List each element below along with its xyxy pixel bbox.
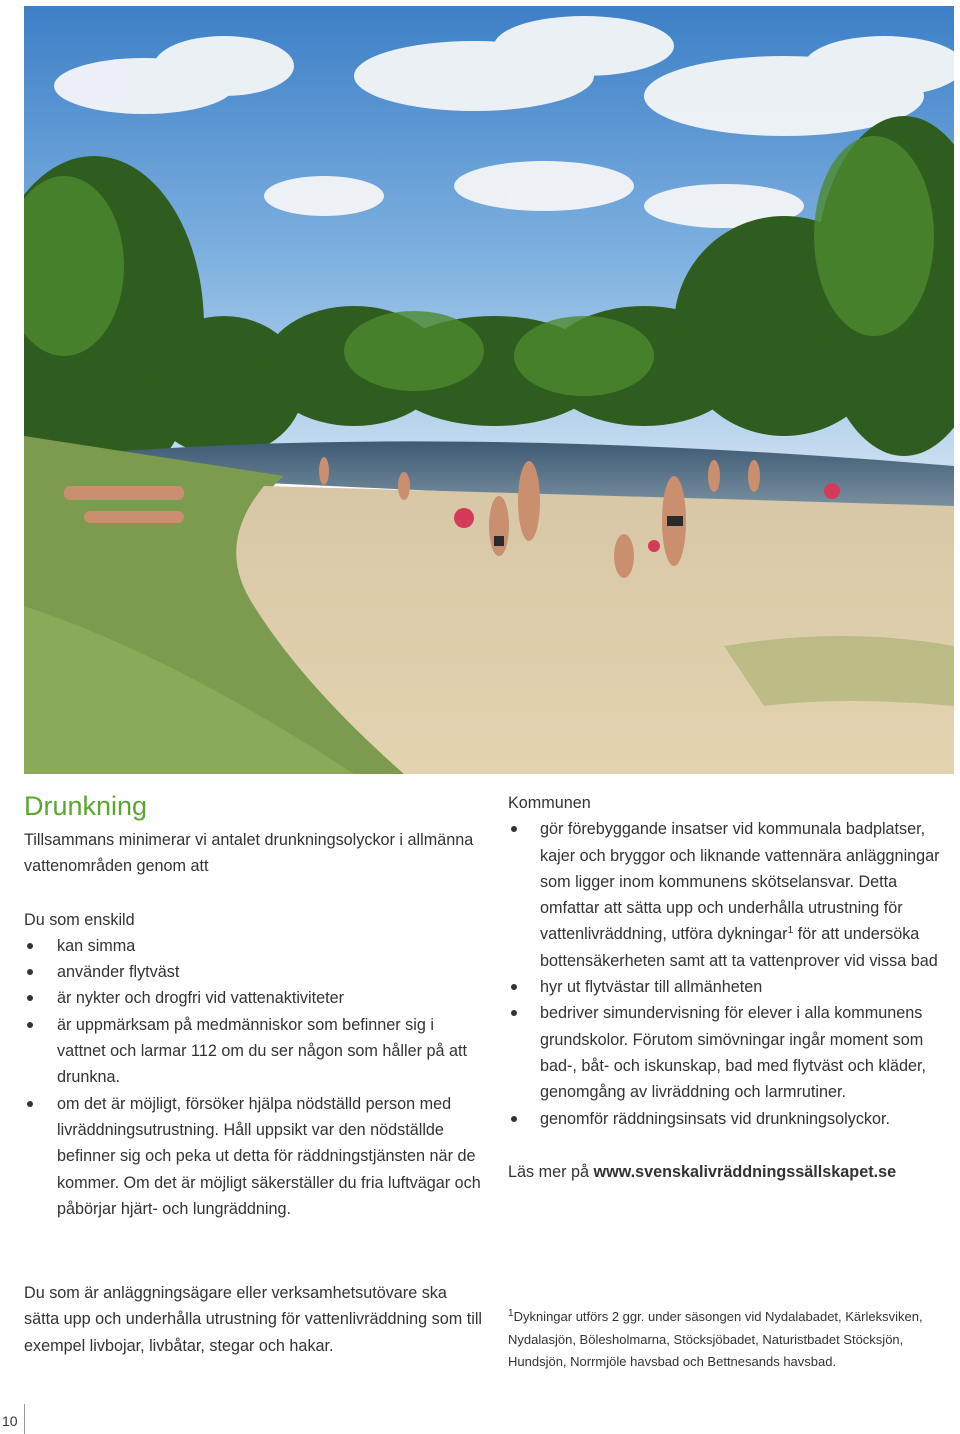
- beach-photo: [24, 6, 954, 774]
- individual-list: [24, 933, 484, 1222]
- owner-text: Du som är anläggningsägare eller verksamhetsutövare ska sätta upp och underhålla utrustning för vattenlivräddning som till exempel livbojar, livbåtar, stegar och hakar.: [24, 1284, 483, 1355]
- municipality-lead: Kommunen: [508, 794, 591, 812]
- footnote: [508, 1306, 954, 1374]
- page-number: 10: [2, 1413, 18, 1429]
- footnote-mark: 1: [508, 1308, 514, 1319]
- item-text: för att undersöka bottensäkerheten samt att ta vattenprover vid vissa bad: [540, 925, 938, 970]
- read-more-prefix: Läs mer på: [508, 1162, 594, 1181]
- left-column: [24, 788, 484, 1222]
- individual-lead: Du som enskild: [24, 910, 135, 929]
- right-column: [508, 790, 954, 1185]
- footnote-ref: 1: [787, 924, 794, 937]
- item-text: gör förebyggande insatser vid kommunala badplatser, kajer och bryggor och liknande vattennära anläggningar som ligger inom kommunens skötselansvar. Detta omfattar att sätta upp och underhålla utrustning för vattenlivräddning, utföra dykningar: [540, 820, 940, 944]
- municipality-list: [508, 816, 954, 1132]
- list-item: är nykter och drogfri vid vattenaktiviteter: [24, 985, 484, 1011]
- list-item: genomför räddningsinsats vid drunkningsolyckor.: [508, 1106, 954, 1132]
- page-rule: [24, 1404, 25, 1434]
- read-more-link[interactable]: www.svenskalivräddningssällskapet.se: [593, 1162, 897, 1181]
- list-item: bedriver simundervisning för elever i alla kommunens grundskolor. Förutom simövningar ingår moment som bad-, båt- och iskunskap, bad med flytväst och kläder, genomgång av livräddning och larmrutiner.: [508, 1000, 954, 1105]
- list-item: kan simma: [24, 933, 484, 959]
- page-heading: Drunkning: [24, 791, 148, 821]
- footnote-text: Dykningar utförs 2 ggr. under säsongen vid Nydalabadet, Kärleksviken, Nydalasjön, Bölesholmarna, Stöcksjöbadet, Naturistbadet Stöcksjön, Hundsjön, Norrmjöle havsbad och Bettnesands havsbad.: [508, 1309, 923, 1369]
- list-item: använder flytväst: [24, 959, 484, 985]
- read-more: [508, 1159, 954, 1185]
- list-item: hyr ut flytvästar till allmänheten: [508, 974, 954, 1000]
- intro-text: Tillsammans minimerar vi antalet drunkningsolyckor i allmänna vattenområden genom att: [24, 831, 474, 876]
- list-item: är uppmärksam på medmänniskor som befinner sig i vattnet och larmar 112 om du ser någon som håller på att drunkna.: [24, 1012, 484, 1091]
- list-item: om det är möjligt, försöker hjälpa nödställd person med livräddningsutrustning. Håll uppsikt var den nödställde befinner sig och peka ut detta för räddningstjänsten när de kommer. Om det är möjligt säkerställer du fria luftvägar och påbörjar hjärt- och lungräddning.: [24, 1091, 484, 1222]
- list-item: [508, 816, 954, 974]
